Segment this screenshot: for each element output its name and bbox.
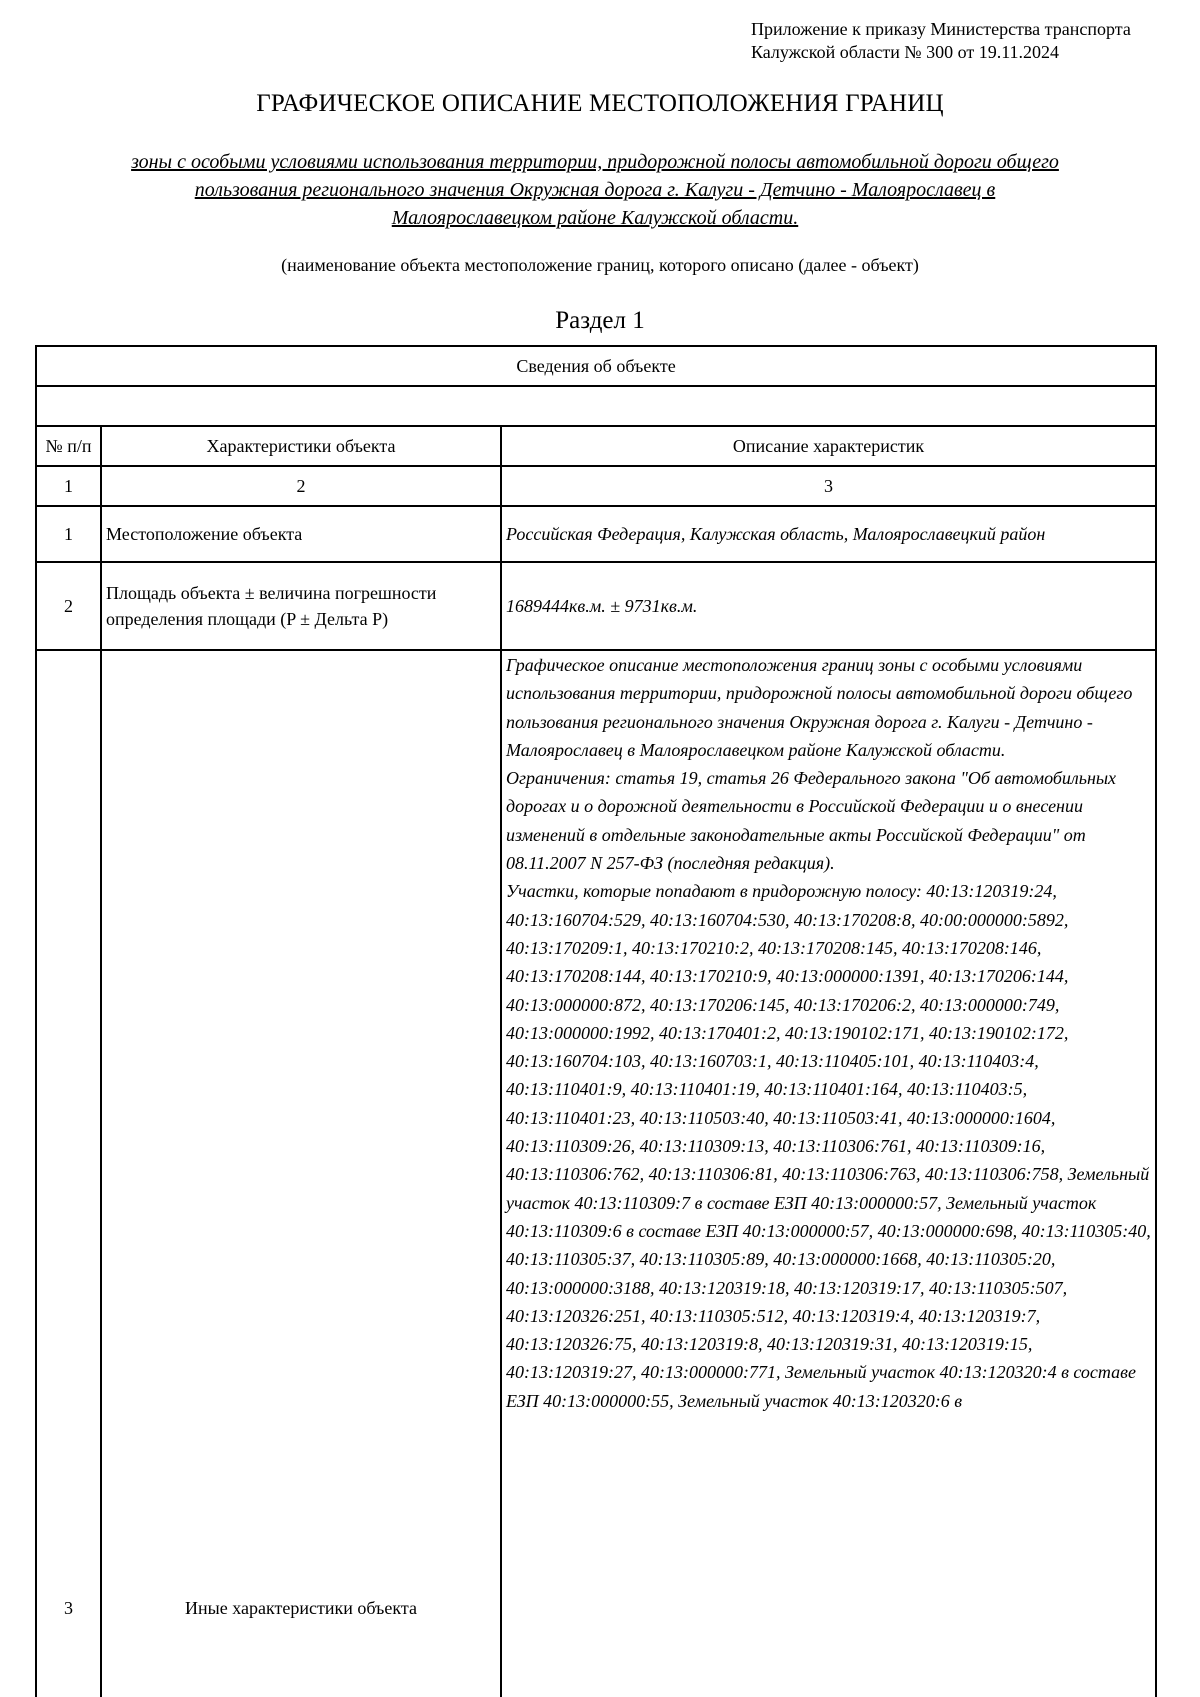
table-title-row (36, 346, 1156, 386)
header-cell-description: Описание характеристик (501, 426, 1156, 466)
document-title: ГРАФИЧЕСКОЕ ОПИСАНИЕ МЕСТОПОЛОЖЕНИЯ ГРАНИЦ (256, 90, 944, 117)
row-description: Российская Федерация, Калужская область, Малоярославецкий район (501, 506, 1156, 562)
row-description (501, 650, 1156, 1697)
object-name (40, 148, 1150, 232)
column-number-row (36, 466, 1156, 506)
table-row (36, 506, 1156, 562)
table-empty-cell (36, 386, 1156, 426)
column-number-3: 3 (501, 466, 1156, 506)
table-row (36, 650, 1156, 1697)
appendix-line-1: Приложение к приказу Министерства транспорта (751, 19, 1131, 39)
table-empty-row (36, 386, 1156, 426)
table-row (36, 562, 1156, 650)
description-paragraph: Участки, которые попадают в придорожную полосу: 40:13:120319:24, 40:13:160704:529, 40:13:160704:530, 40:13:170208:8, 40:00:000000:5892, 40:13:170209:1, 40:13:170210:2, 40:13:170208:145, 40:13:170208:146, 40:13:170208:144, 40:13:170210:9, 40:13:000000:1391, 40:13:170206:144, 40:13:000000:872, 40:13:170206:145, 40:13:170206:2, 40:13:000000:749, 40:13:000000:1992, 40:13:170401:2, 40:13:190102:171, 40:13:190102:172, 40:13:160704:103, 40:13:160703:1, 40:13:110405:101, 40:13:110403:4, 40:13:110401:9, 40:13:110401:19, 40:13:110401:164, 40:13:110403:5, 40:13:110401:23, 40:13:110503:40, 40:13:110503:41, 40:13:000000:1604, 40:13:110309:26, 40:13:110309:13, 40:13:110306:761, 40:13:110309:16, 40:13:110306:762, 40:13:110306:81, 40:13:110306:763, 40:13:110306:758, Земельный участок 40:13:110309:7 в составе ЕЗП 40:13:000000:57, Земельный участок 40:13:110309:6 в составе ЕЗП 40:13:000000:57, 40:13:000000:698, 40:13:110305:40, 40:13:110305:37, 40:13:110305:89, 40:13:000000:1668, 40:13:110305:20, 40:13:000000:3188, 40:13:120319:18, 40:13:120319:17, 40:13:110305:507, 40:13:120326:251, 40:13:110305:512, 40:13:120319:4, 40:13:120319:7, 40:13:120326:75, 40:13:120319:8, 40:13:120319:31, 40:13:120319:15, 40:13:120319:27, 40:13:000000:771, Земельный участок 40:13:120320:4 в составе ЕЗП 40:13:000000:55, Земельный участок 40:13:120320:6 в (506, 881, 1151, 1411)
header-cell-number: № п/п (36, 426, 101, 466)
section-title: Раздел 1 (555, 307, 645, 334)
row-number: 1 (36, 506, 101, 562)
object-name-line-2: пользования регионального значения Окружная дорога г. Калуги - Детчино - Малоярославец в (194, 179, 996, 201)
object-name-caption: (наименование объекта местоположение границ, которого описано (далее - объект) (281, 255, 919, 275)
row-description: 1689444кв.м. ± 9731кв.м. (501, 562, 1156, 650)
table-header-row (36, 426, 1156, 466)
row-number: 3 (36, 650, 101, 1697)
header-cell-characteristic: Характеристики объекта (101, 426, 501, 466)
object-info-table (35, 345, 1157, 1697)
description-paragraph: Ограничения: статья 19, статья 26 Федерального закона "Об автомобильных дорогах и о дорожной деятельности в Российской Федерации и о внесении изменений в отдельные законодательные акты Российской Федерации" от 08.11.2007 N 257-ФЗ (последняя редакция). (506, 768, 1117, 874)
object-name-line-3: Малоярославецком районе Калужской области. (391, 207, 799, 229)
row-characteristic: Иные характеристики объекта (101, 650, 501, 1697)
row-characteristic: Местоположение объекта (101, 506, 501, 562)
appendix-line-2: Калужской области № 300 от 19.11.2024 (751, 42, 1060, 62)
column-number-1: 1 (36, 466, 101, 506)
table-title: Сведения об объекте (36, 346, 1156, 386)
column-number-2: 2 (101, 466, 501, 506)
row-number: 2 (36, 562, 101, 650)
appendix-note (751, 18, 1131, 64)
row-characteristic: Площадь объекта ± величина погрешности определения площади (P ± Дельта P) (101, 562, 501, 650)
description-paragraph: Графическое описание местоположения границ зоны с особыми условиями использования территории, придорожной полосы автомобильной дороги общего пользования регионального значения Окружная дорога г. Калуги - Детчино - Малоярославец в Малоярославецком районе Калужской области. (506, 655, 1133, 760)
object-name-line-1: зоны с особыми условиями использования территории, придорожной полосы автомобильной дороги общего (131, 151, 1059, 173)
